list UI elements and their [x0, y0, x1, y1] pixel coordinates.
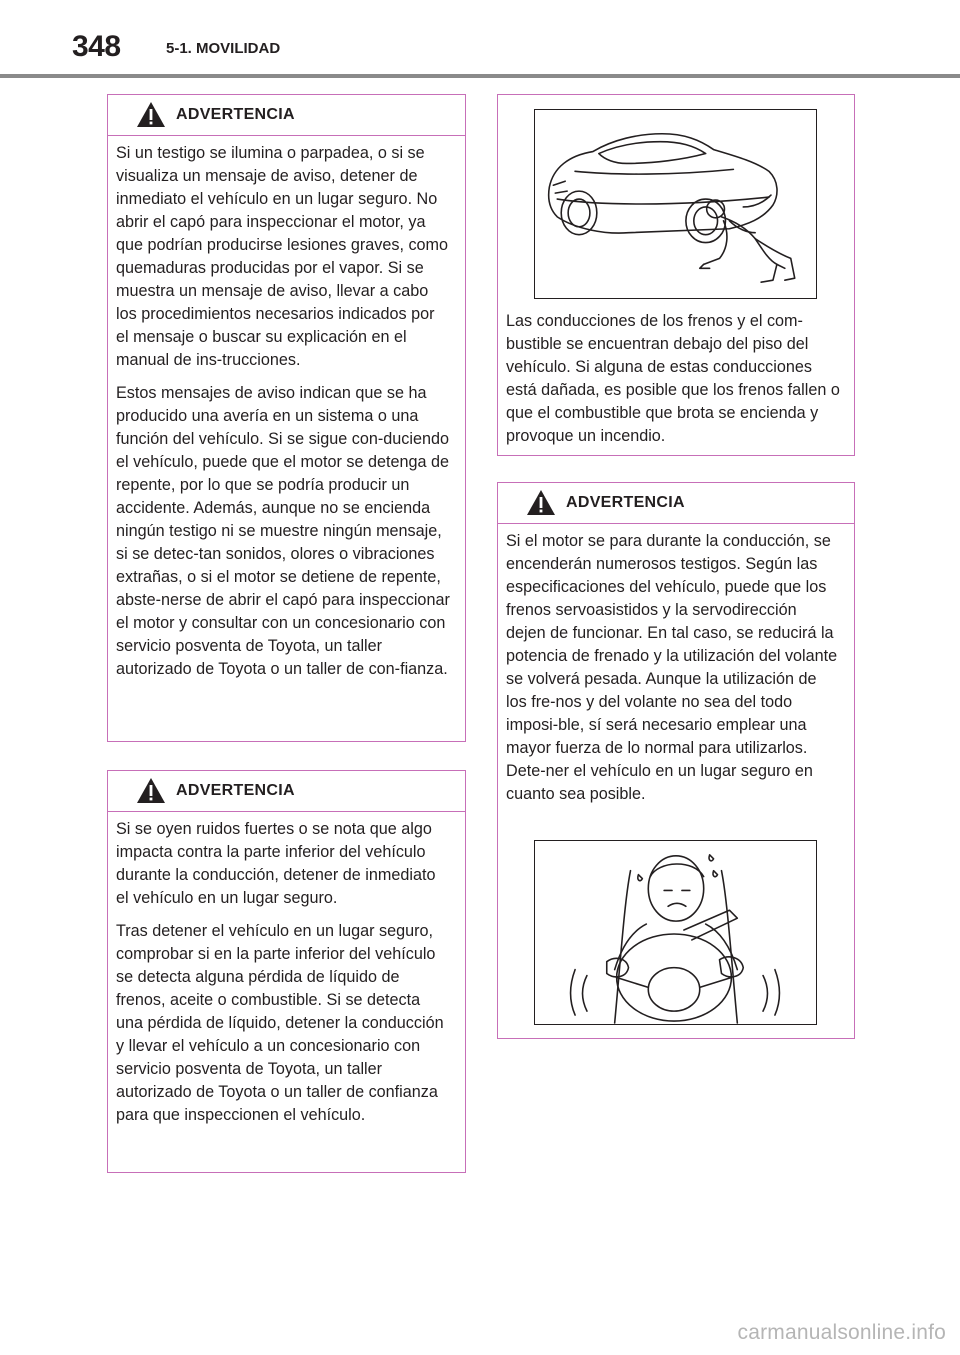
driver-steering-illustration: [534, 840, 817, 1025]
warning-box-1: [107, 94, 466, 742]
warning-triangle-icon: [136, 777, 166, 804]
figure-caption: Las conducciones de los frenos y el com-bustible se encuentran debajo del piso del vehículo. Si alguna de estas conducciones está dañada, es posible que los frenos fallen o que el combustible que brota se encienda y provoque un incendio.: [506, 312, 840, 445]
warning-box-header: [108, 95, 465, 136]
warning-triangle-icon: [526, 489, 556, 516]
page-number: 348: [72, 30, 121, 63]
warning-box-header: [498, 483, 854, 524]
paragraph: Tras detener el vehículo en un lugar seguro, comprobar si en la parte inferior del vehículo se detecta alguna pérdida de líquido de frenos, aceite o combustible. Si se detecta una pérdida de líquido, detener la conducción y llevar el vehículo a un concesionario con servicio posventa de Toyota, un taller autorizado de Toyota o un taller de confianza para que inspeccionen el vehículo.: [116, 922, 444, 1124]
warning-label: ADVERTENCIA: [176, 782, 295, 799]
paragraph: Si un testigo se ilumina o parpadea, o si se visualiza un mensaje de aviso, detener de inmediato el vehículo en un lugar seguro. No abrir el capó para inspeccionar el motor, ya que podrían producirse lesiones graves, como quemaduras producidas por el vapor. Si se muestra un mensaje de aviso, llevar a cabo los procedimientos necesarios indicados por el mensaje o buscar su explicación en el manual de ins-trucciones.: [116, 144, 449, 369]
section-title: 5-1. MOVILIDAD: [166, 40, 281, 57]
car-inspection-drawing: [535, 110, 816, 298]
watermark: carmanualsonline.info: [737, 1321, 946, 1344]
warning-box-body: [108, 812, 465, 1147]
warning-box-3: [497, 482, 855, 1039]
warning-label: ADVERTENCIA: [176, 106, 295, 123]
paragraph: Si se oyen ruidos fuertes o se nota que algo impacta contra la parte inferior del vehículo durante la conducción, detener de inmediato el vehículo en un lugar seguro.: [116, 820, 436, 907]
paragraph: Si el motor se para durante la conducción, se encenderán numerosos testigos. Según las especificaciones del vehículo, puede que los frenos servoasistidos y la servodirección dejen de funcionar. En tal caso, se reducirá la potencia de frenado y la utilización del volante se volverá pesada. Aunque la utilización de los fre-nos y del volante no sea del todo imposi-ble, sí será necesario emplear una mayor fuerza de lo normal para utilizarlos. Dete-ner el vehículo en un lugar seguro en cuanto sea posible.: [506, 532, 838, 803]
paragraph: Estos mensajes de aviso indican que se ha producido una avería en un sistema o una función del vehículo. Si se sigue con-duciendo el vehículo, puede que el motor se detenga de repente, por lo que se podría producir un accidente. Además, aunque no se encienda ningún testigo ni se muestre ningún mensaje, si se detec-tan sonidos, olores o vibraciones extrañas, o si el motor se detiene de repente, abste-nerse de abrir el capó para inspeccionar el motor y consultar con un concesionario con servicio posventa de Toyota, un taller autorizado de Toyota o un taller de con-fianza.: [116, 384, 450, 678]
car-underside-illustration: [534, 109, 817, 299]
warning-box-2: [107, 770, 466, 1173]
warning-triangle-icon: [136, 101, 166, 128]
driver-struggling-drawing: [535, 841, 816, 1024]
warning-box-body: [108, 136, 465, 701]
figure-box-car: [497, 94, 855, 456]
warning-box-header: [108, 771, 465, 812]
header-rule: [0, 74, 960, 78]
warning-box-body: [498, 524, 854, 826]
warning-label: ADVERTENCIA: [566, 494, 685, 511]
